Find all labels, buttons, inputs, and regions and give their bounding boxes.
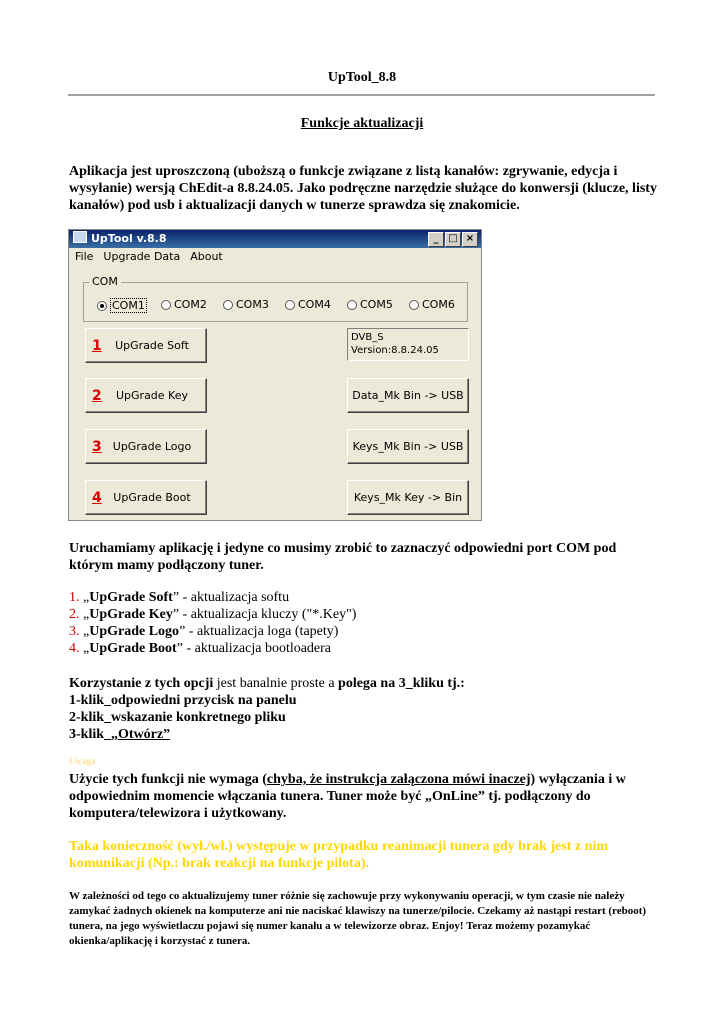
app-icon (73, 231, 87, 243)
radio-com3[interactable]: COM3 (223, 298, 269, 311)
steps-block: Korzystanie z tych opcji jest banalnie proste a polega na 3_kliku tj.: 1-klik_odpowiedni przycisk na panelu 2-klik_wskazanie konkretnego pliku 3-klik_„Otwórz” (69, 675, 659, 743)
list-item: 3. „UpGrade Logo” - aktualizacja loga (tapety) (69, 624, 339, 639)
radio-icon (161, 300, 171, 310)
list-item: 4. „UpGrade Boot” - aktualizacja bootloadera (69, 641, 332, 656)
upgrade-logo-button[interactable]: 3 UpGrade Logo (85, 429, 207, 464)
radio-com6[interactable]: COM6 (409, 298, 455, 311)
maximize-button[interactable]: □ (445, 232, 461, 247)
keys-mk-bin-usb-button[interactable]: Keys_Mk Bin -> USB (347, 429, 469, 464)
upgrade-boot-button[interactable]: 4 UpGrade Boot (85, 480, 207, 515)
faded-label: Uwaga (69, 756, 96, 766)
list-item: 1. „UpGrade Soft” - aktualizacja softu (69, 590, 290, 605)
after-window-paragraph: Uruchamiamy aplikację i jedyne co musimy zrobić to zaznaczyć odpowiedni port COM pod którym mamy podłączony tuner. (69, 541, 617, 573)
radio-icon (347, 300, 357, 310)
step-2: 2-klik_wskazanie konkretnego pliku (69, 710, 286, 725)
close-button[interactable]: × (462, 232, 478, 247)
radio-icon (223, 300, 233, 310)
radio-selected-icon (97, 301, 107, 311)
window-title: UpTool v.8.8 (91, 232, 167, 245)
window-titlebar[interactable] (69, 230, 481, 248)
step-1: 1-klik_odpowiedni przycisk na panelu (69, 693, 297, 708)
document-title: UpTool_8.8 (327, 70, 397, 85)
keys-mk-key-bin-button[interactable]: Keys_Mk Key -> Bin (347, 480, 469, 515)
step-3: 3-klik_„Otwórz” (69, 727, 171, 742)
menu-bar (69, 248, 481, 266)
menu-file[interactable]: File (75, 250, 94, 263)
uptool-window (68, 229, 482, 521)
section-title: Funkcje aktualizacji (300, 116, 424, 131)
upgrade-key-button[interactable]: 2 UpGrade Key (85, 378, 207, 413)
com-port-radios (97, 298, 467, 314)
note-link[interactable]: chyba, że instrukcja załączona mówi inaczej (266, 772, 531, 787)
menu-upgrade-data[interactable]: Upgrade Data (103, 250, 181, 263)
horizontal-rule (68, 94, 655, 96)
radio-icon (285, 300, 295, 310)
com-group-label: COM (89, 275, 121, 288)
data-mk-bin-usb-button[interactable]: Data_Mk Bin -> USB (347, 378, 469, 413)
intro-paragraph: Aplikacja jest uproszczoną (uboższą o funkcje związane z listą kanałów: zgrywanie, edycja i wysyłanie) wersją ChEdit-a 8.8.24.05. Jako podręczne narzędzie służące do konwersji (klucze, listy kanałów) pod usb i aktualizacji danych w tunerze sprawdza się znakomicie. (69, 164, 657, 213)
radio-com5[interactable]: COM5 (347, 298, 393, 311)
note-paragraph: Użycie tych funkcji nie wymaga (chyba, że instrukcja załączona mówi inaczej) wyłączania i w odpowiednim momencie włączania tunera. Tuner może być „OnLine” tj. podłączony do komputera/telewizora i użytkowany. (69, 772, 626, 821)
radio-com4[interactable]: COM4 (285, 298, 331, 311)
status-version: Version:8.8.24.05 (351, 345, 439, 356)
minimize-button[interactable]: _ (428, 232, 444, 247)
status-device-type: DVB_S (351, 332, 384, 343)
small-note: W zależności od tego co aktualizujemy tuner różnie się zachowuje przy wykonywaniu operacji, w tym czasie nie należy zamykać żadnych okienek na komputerze ani nie naciskać klawiszy na tunerze/pilocie. Czekamy aż nastąpi restart (reboot) tunera, na jego wyświetlaczu pojawi się numer kanału a w telewizorze obraz. Enjoy! Teraz możemy pozamykać okienka/aplikację i korzystać z tunera. (69, 890, 647, 947)
function-list (69, 589, 659, 657)
device-status-box (347, 328, 469, 361)
radio-com2[interactable]: COM2 (161, 298, 207, 311)
radio-com1[interactable]: COM1 (97, 298, 147, 313)
upgrade-soft-button[interactable]: 1 UpGrade Soft (85, 328, 207, 363)
list-item: 2. „UpGrade Key” - aktualizacja kluczy ("*.Key") (69, 607, 357, 622)
menu-about[interactable]: About (190, 250, 223, 263)
radio-icon (409, 300, 419, 310)
yellow-note: Taka konieczność (wył./wł.) występuje w przypadku reanimacji tunera gdy brak jest z nim komunikacji (Np.: brak reakcji na funkcje pilota). (69, 839, 609, 871)
